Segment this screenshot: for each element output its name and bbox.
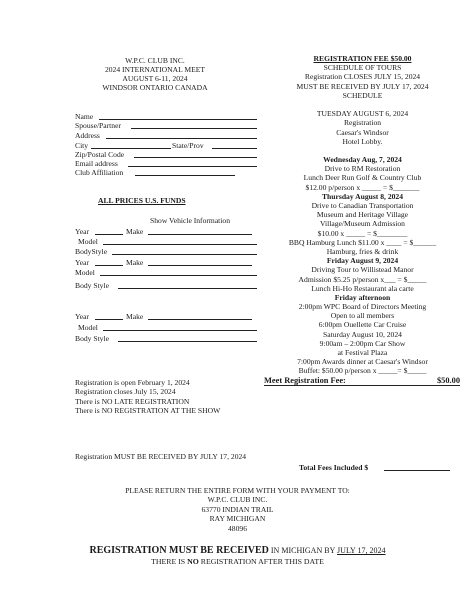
meet-dates: AUGUST 6-11, 2024 (122, 74, 188, 83)
registration-info (75, 378, 220, 416)
bodystyle-label-1: BodyStyle (75, 247, 108, 256)
address-field[interactable] (75, 131, 100, 140)
final-2c: REGISTRATION AFTER THIS DATE (198, 557, 324, 566)
fri-board-meeting: 2:00pm WPC Board of Directors Meeting (298, 302, 427, 312)
bodystyle-line-1[interactable] (112, 254, 257, 255)
must-received-notice: MUST BE RECEIVED BY JULY 17, 2024 (296, 81, 429, 91)
meet-fee-label: Meet Registration Fee: (264, 375, 346, 385)
fri-lunch: Lunch Hi-Ho Restaurant ala carte (311, 283, 414, 293)
total-fees-label: Total Fees Included $ (299, 463, 369, 472)
thu-museum: Museum and Heritage Village (316, 210, 409, 220)
city-field[interactable] (75, 141, 88, 150)
final-2b: NO (187, 557, 199, 566)
make-label-3: Make (126, 312, 144, 321)
sat-car-show: 9:00am – 2:00pm Car Show (319, 338, 406, 348)
bodystyle-label-3: Body Style (75, 334, 109, 343)
thu-admission-price: $10.00 x _____ = $________ (317, 228, 408, 238)
make-label-2: Make (126, 258, 144, 267)
model-label-1: Model (78, 237, 98, 246)
name-line (99, 119, 257, 120)
final-date: JULY 17, 2024 (337, 546, 386, 555)
reg-closes-notice: Registration CLOSES JULY 15, 2024 (304, 72, 421, 82)
total-fees-line[interactable] (384, 470, 450, 471)
spouse-field[interactable] (75, 121, 121, 130)
bodystyle-line-2[interactable] (118, 288, 257, 289)
return-instruction: PLEASE RETURN THE ENTIRE FORM WITH YOUR PAYMENT TO: (125, 486, 350, 495)
funds-notice: ALL PRICES U.S. FUNDS (98, 196, 186, 205)
state-label: State/Prov (172, 141, 204, 150)
no-reg-at-show: There is NO REGISTRATION AT THE SHOW (75, 406, 221, 416)
return-club: W.P.C. CLUB INC. (207, 495, 268, 505)
model-label-3: Model (78, 323, 98, 332)
year-label-3: Year (75, 312, 89, 321)
bodystyle-label-2: Body Style (75, 281, 109, 290)
spouse-label: Spouse/Partner (75, 121, 121, 130)
bottom-must-received: Registration MUST BE RECEIVED BY JULY 17, 2024 (75, 452, 247, 461)
year-line-1[interactable] (95, 234, 123, 235)
return-street: 63770 INDIAN TRAIL (201, 504, 274, 514)
club-field[interactable] (75, 168, 123, 177)
club-line (135, 175, 235, 176)
sat-dinner: 7:00pm Awards dinner at Caesar's Windsor (297, 357, 428, 367)
thu-admission: Village/Museum Admission (320, 219, 405, 229)
model-line-3[interactable] (103, 330, 257, 331)
fri-admission: Admission $5.25 p/person x___ = $_____ (298, 274, 427, 284)
return-address (0, 486, 475, 533)
no-late-reg: There is NO LATE REGISTRATION (75, 396, 190, 406)
address-line (106, 138, 257, 139)
meet-location: WINDSOR ONTARIO CANADA (102, 83, 208, 92)
zip-line (134, 157, 257, 158)
sat-plaza: at Festival Plaza (337, 348, 388, 357)
spacer (255, 146, 470, 155)
fri-open: Open to all members (330, 311, 395, 321)
state-line (212, 148, 257, 149)
city-label: City (75, 141, 89, 150)
name-label: Name (75, 112, 94, 121)
year-label-1: Year (75, 227, 89, 236)
make-line-2[interactable] (148, 265, 252, 266)
email-label: Email address (75, 159, 118, 168)
tue-registration: Registration (343, 118, 382, 128)
fri-drive: Driving Tour to Willistead Manor (311, 265, 414, 275)
model-line-1[interactable] (103, 244, 257, 245)
thu-bbq-desc: Hamburg, fries & drink (326, 246, 399, 256)
sat-date: Saturday August 10, 2024 (323, 329, 402, 339)
bodystyle-line-3[interactable] (118, 341, 257, 342)
vehicle-heading: Show Vehicle Information (150, 216, 231, 225)
fee-title: REGISTRATION FEE $50.00 (313, 54, 412, 63)
meet-fee-value: $50.00 (436, 375, 460, 385)
year-line-3[interactable] (95, 319, 123, 320)
model-line-2[interactable] (100, 275, 257, 276)
email-field[interactable] (75, 159, 118, 168)
name-field[interactable] (75, 112, 93, 121)
year-line-2[interactable] (95, 265, 123, 266)
spouse-line (131, 128, 257, 129)
tue-date: TUESDAY AUGUST 6, 2024 (316, 109, 409, 119)
address-label: Address (75, 131, 100, 140)
wed-lunch: Lunch Deer Run Golf & Country Club (303, 173, 422, 183)
tue-location: Caesar's Windsor (336, 127, 389, 137)
final-bold: REGISTRATION MUST BE RECEIVED (89, 545, 269, 556)
make-line-3[interactable] (148, 319, 252, 320)
meet-fee-row (264, 376, 460, 386)
schedule-column (255, 54, 470, 386)
spacer (255, 100, 470, 109)
thu-date: Thursday August 8, 2024 (321, 191, 404, 201)
email-line (128, 166, 257, 167)
club-header (90, 56, 220, 92)
reg-closes: Registration closes July 15, 2024 (75, 387, 176, 397)
club-name: W.P.C. CLUB INC. (125, 56, 185, 65)
final-notice-2 (0, 557, 475, 566)
sat-buffet: Buffet: $50.00 p/person x _____= $_____ (298, 366, 427, 376)
final-2a: THERE IS (151, 557, 188, 566)
meet-title: 2024 INTERNATIONAL MEET (104, 65, 206, 74)
reg-open: Registration is open February 1, 2024 (75, 378, 190, 387)
model-label-2: Model (75, 268, 95, 277)
wed-date: Wednesday Aug, 7, 2024 (323, 155, 402, 165)
thu-bbq: BBQ Hamburg Lunch $11.00 x ____ = $______ (288, 237, 437, 247)
schedule-heading: SCHEDULE (342, 90, 383, 100)
return-city: RAY MICHIGAN (209, 514, 266, 524)
year-label-2: Year (75, 258, 89, 267)
make-line-1[interactable] (148, 234, 252, 235)
fri-afternoon: Friday afternoon (334, 292, 391, 302)
final-notice-1 (0, 545, 475, 556)
schedule-of-tours: SCHEDULE OF TOURS (323, 63, 402, 73)
fri-cruise: 6:00pm Ouellette Car Cruise (318, 320, 407, 330)
final-mid: IN MICHIGAN BY (268, 546, 338, 555)
city-line (91, 148, 171, 149)
tue-lobby: Hotel Lobby. (342, 136, 383, 146)
thu-drive: Drive to Canadian Transportation (311, 201, 414, 210)
return-zip: 48096 (228, 523, 247, 533)
club-label: Club Affiliation (75, 168, 124, 177)
make-label-1: Make (126, 227, 144, 236)
zip-label: Zip/Postal Code (75, 150, 125, 159)
zip-field[interactable] (75, 150, 124, 159)
fri-date: Friday August 9, 2024 (326, 256, 399, 266)
wed-price: $12.00 p/person x _____ = $_______ (305, 182, 420, 192)
wed-drive: Drive to RM Restoration (324, 164, 401, 174)
